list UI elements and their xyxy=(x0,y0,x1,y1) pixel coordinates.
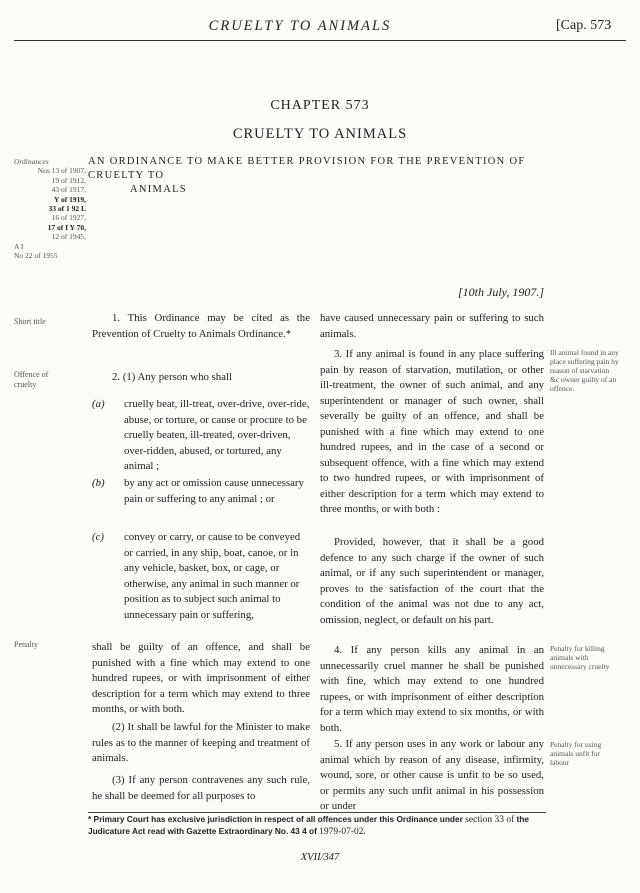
ordinance-item: 16 of 1927, xyxy=(51,213,86,223)
section-2-1: 2. (1) Any person who shall xyxy=(112,371,232,383)
section-4: 4. If any person kills any animal in an unnecessarily cruel manner he shall be punished with fine, which may extend to one hundred rupees, or with imprisonment of either description for a term which may extend to six months, or with both. xyxy=(320,644,544,734)
ordinance-item: 33 of 1 92 L xyxy=(48,204,86,214)
running-header-title: CRUELTY TO ANIMALS xyxy=(208,18,392,34)
margin-note-penalty: Penalty xyxy=(14,640,38,649)
header-rule xyxy=(14,40,626,41)
long-title-line1: AN ORDINANCE TO MAKE BETTER PROVISION FOR THE PREVENTION OF CRUELTY TO xyxy=(88,156,526,181)
clause-b-label: (b) xyxy=(92,477,105,489)
section-3-proviso: Provided, however, that it shall be a good defence to any such charge if the owner of such animal, or if any such superintendent or manager, proves to the satisfaction of the court that the condition of the animal was not due to any act, omission, neglect, or default on his part. xyxy=(320,536,544,626)
ordinance-item: 17 of I Y 70, xyxy=(47,222,86,232)
clause-b xyxy=(92,476,310,507)
clause-c xyxy=(92,530,310,623)
ordinances-title: Ordinances xyxy=(14,157,49,166)
enactment-date: [10th July, 1907.] xyxy=(458,285,544,299)
margin-note-short-title: Short title xyxy=(14,317,46,326)
chapter-number: CHAPTER 573 xyxy=(270,98,370,113)
section-3: 3. If any animal is found in any place suffering pain by reason of starvation, mutilation, or other ill-treatment, the owner of such animal, and any superintendent or manager of such owner, shall severally be guilty of an offence, and shall be punished with a fine which may extend to one hundred rupees, and in the case of a second or subsequent offence, with a fine which may extend to two hundred rupees, or with imprisonment of either description for a term which may extend to three months, or with both : xyxy=(320,348,544,515)
ordinance-item: Nos 13 of 1907, xyxy=(37,166,86,176)
margin-note-penalty-killing: Penalty for killing animals with unnecessary cruelty xyxy=(550,644,610,671)
ordinance-item: Y of 1919, xyxy=(53,194,86,204)
ordinance-item: No 22 of 1955 xyxy=(14,251,58,261)
footnote-rule xyxy=(88,812,546,813)
margin-note-offence: Offence of cruelty xyxy=(14,370,49,389)
clause-c-label: (c) xyxy=(92,531,104,543)
long-title xyxy=(88,155,548,197)
ordinances-list xyxy=(14,157,86,260)
section-5: 5. If any person uses in any work or labour any animal which by reason of any disease, infirmity, wound, sore, or other cause is unfit to be so used, or permits any such unfit animal in his possession or under xyxy=(320,738,544,812)
footnote-section-ref: section 33 of xyxy=(465,815,515,825)
section-1: 1. This Ordinance may be cited as the Prevention of Cruelty to Animals Ordinance.* xyxy=(92,312,310,340)
ordinance-item: 19 of 1912, xyxy=(51,175,86,185)
footnote-text: * Primary Court has exclusive jurisdiction in respect of all offences under this Ordinance under xyxy=(88,814,463,824)
clause-a-label: (a) xyxy=(92,398,105,410)
ordinance-item: A I xyxy=(14,241,24,251)
clause-b-text: by any act or omission cause unnecessary pain or suffering to any animal ; or xyxy=(124,477,304,505)
clause-a-text: cruelly beat, ill-treat, over-drive, over-ride, abuse, or torture, or cause or procure to be cruelly beaten, ill-treated, over-driven, over-ridden, abused, or tortured, any animal ; xyxy=(124,398,310,472)
footnote xyxy=(88,814,548,838)
footnote-date: 1979-07-02. xyxy=(319,827,366,837)
section-2-3: (3) If any person contravenes any such rule, he shall be deemed for all purposes to xyxy=(92,774,310,802)
clause-c-text: convey or carry, or cause to be conveyed or carried, in any ship, boat, canoe, or in any vehicle, basket, box, or cage, or otherwise, any animal in such manner or position as to subject such animal to unnecessary pain or suffering, xyxy=(124,531,301,621)
margin-note-ill-animal: Ill animal found in any place suffering pain by reason of starvation &c owner guilty of an offence. xyxy=(550,348,619,393)
ordinance-item: 43 of 1917, xyxy=(51,185,86,195)
chapter-subject: CRUELTY TO ANIMALS xyxy=(232,126,408,142)
ordinance-item: 12 of 1945, xyxy=(51,232,86,242)
section-2-3-continued: have caused unnecessary pain or suffering to such animals. xyxy=(320,312,544,340)
long-title-line2: ANIMALS xyxy=(130,184,187,195)
margin-note-penalty-unfit: Penalty for using animals unfit for labour xyxy=(550,740,602,767)
clause-a xyxy=(92,397,310,475)
penalty-paragraph: shall be guilty of an offence, and shall be punished with a fine which may extend to one hundred rupees, or with imprisonment of either description for a term which may extend to three months, or with both. xyxy=(92,641,310,715)
running-header-cap: [Cap. 573 xyxy=(556,18,612,33)
section-2-2: (2) It shall be lawful for the Minister to make rules as to the manner of keeping and treatment of animals. xyxy=(92,721,310,764)
footnote-text-2: the Judicature Act read with Gazette Extraordinary No. 43 4 of xyxy=(88,814,529,836)
page-number: XVII/347 xyxy=(300,852,340,863)
